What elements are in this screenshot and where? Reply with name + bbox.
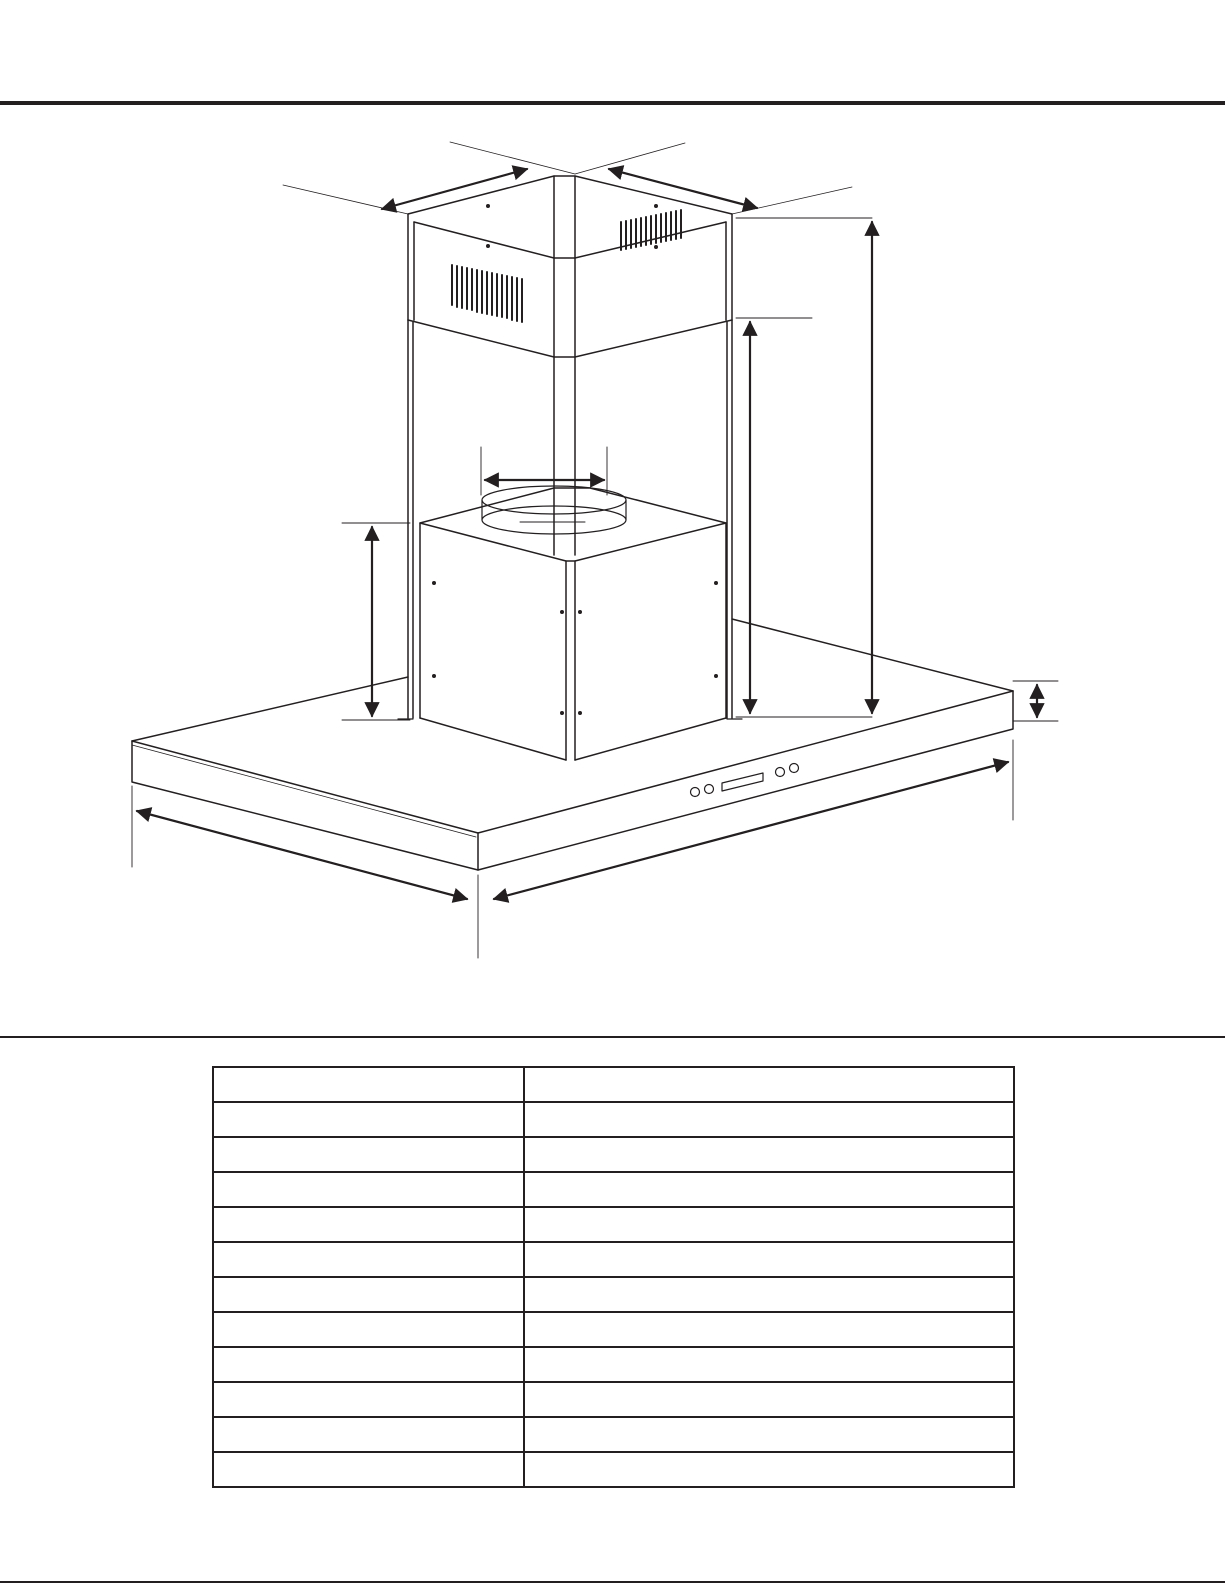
spec-label-cell (213, 1207, 524, 1242)
table-row (213, 1452, 1014, 1487)
spec-value-cell (524, 1347, 1014, 1382)
spec-value-cell (524, 1102, 1014, 1137)
spec-value-cell (524, 1137, 1014, 1172)
spec-label-cell (213, 1417, 524, 1452)
control-panel (691, 764, 799, 797)
table-row (213, 1417, 1014, 1452)
table-row (213, 1172, 1014, 1207)
bottom-rule (0, 1581, 1225, 1583)
spec-value-cell (524, 1382, 1014, 1417)
top-rule (0, 101, 1225, 105)
spec-label-cell (213, 1452, 524, 1487)
range-hood-dimension-diagram (0, 110, 1225, 990)
spec-label-cell (213, 1382, 524, 1417)
specifications-table (212, 1066, 1015, 1488)
spec-label-cell (213, 1347, 524, 1382)
table-row (213, 1137, 1014, 1172)
table-row (213, 1382, 1014, 1417)
table-row (213, 1102, 1014, 1137)
spec-value-cell (524, 1452, 1014, 1487)
middle-rule (0, 1036, 1225, 1038)
motor-housing (420, 488, 726, 760)
arrow-canopy-width (494, 762, 1008, 899)
spec-label-cell (213, 1102, 524, 1137)
chimney-lower (408, 320, 732, 718)
spec-value-cell (524, 1277, 1014, 1312)
spec-label-cell (213, 1277, 524, 1312)
canopy (132, 619, 1013, 870)
spec-label-cell (213, 1242, 524, 1277)
spec-label-cell (213, 1312, 524, 1347)
spec-value-cell (524, 1067, 1014, 1102)
spec-value-cell (524, 1207, 1014, 1242)
vent-slots-left (452, 265, 522, 322)
vent-slots-right (621, 210, 681, 250)
dimension-arrows (137, 169, 1037, 899)
table-row (213, 1347, 1014, 1382)
chimney-screws (486, 204, 658, 249)
spec-label-cell (213, 1137, 524, 1172)
spec-value-cell (524, 1417, 1014, 1452)
table-row (213, 1242, 1014, 1277)
chimney-extension-lines (283, 142, 852, 214)
spec-label-cell (213, 1172, 524, 1207)
table-row (213, 1277, 1014, 1312)
spec-value-cell (524, 1312, 1014, 1347)
table-row (213, 1312, 1014, 1347)
spec-label-cell (213, 1067, 524, 1102)
table-row (213, 1207, 1014, 1242)
spec-value-cell (524, 1242, 1014, 1277)
spec-value-cell (524, 1172, 1014, 1207)
table-row (213, 1067, 1014, 1102)
